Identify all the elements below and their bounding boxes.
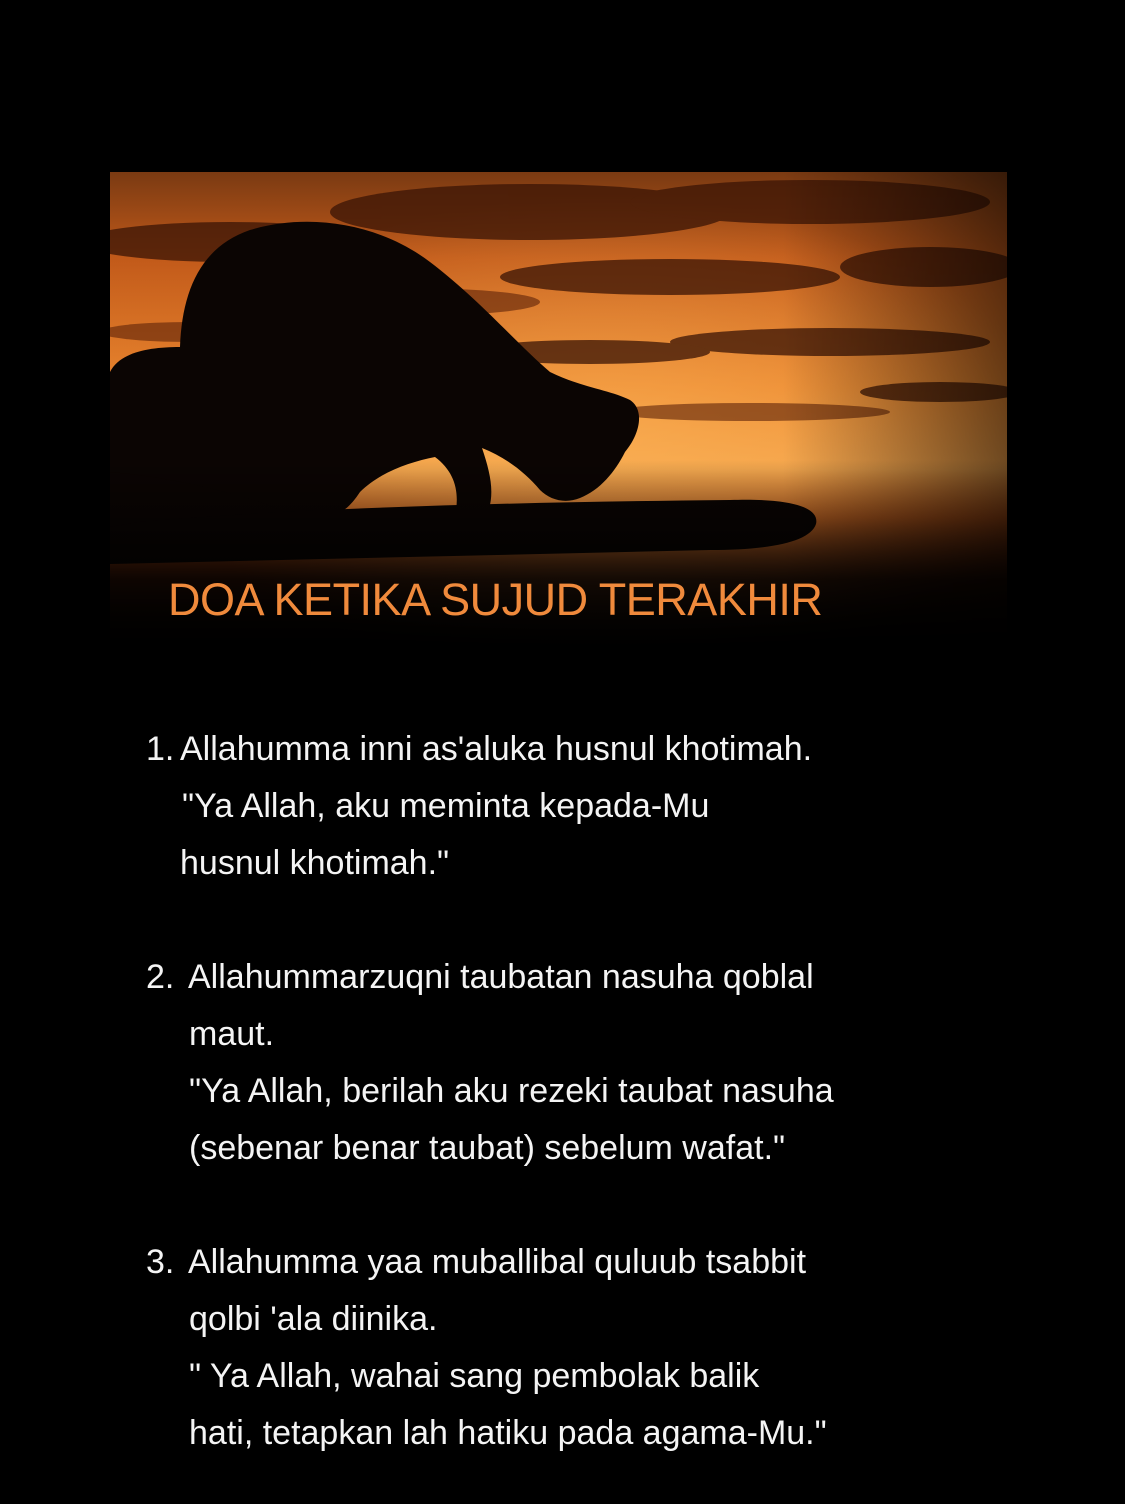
prayer-translation-line: "Ya Allah, aku meminta kepada-Mu — [182, 787, 710, 825]
prayer-translation-line: husnul khotimah." — [180, 844, 450, 882]
prayer-translation-line: (sebenar benar taubat) sebelum wafat." — [189, 1129, 786, 1167]
prayer-arabic-line: maut. — [189, 1015, 275, 1053]
prayer-number: 1. — [146, 730, 175, 768]
prayer-translation-line: "Ya Allah, berilah aku rezeki taubat nasuha — [189, 1072, 834, 1110]
prayer-number: 3. — [146, 1243, 175, 1281]
prayer-arabic-line: Allahumma inni as'aluka husnul khotimah. — [180, 730, 813, 768]
prayer-arabic-line: Allahummarzuqni taubatan nasuha qoblal — [188, 958, 814, 996]
page-title: DOA KETIKA SUJUD TERAKHIR — [168, 574, 823, 625]
prayer-translation-line: " Ya Allah, wahai sang pembolak balik — [189, 1357, 760, 1395]
prayer-translation-line: hati, tetapkan lah hatiku pada agama-Mu." — [189, 1414, 827, 1452]
prayer-arabic-line: Allahumma yaa muballibal quluub tsabbit — [188, 1243, 807, 1281]
prayer-arabic-line: qolbi 'ala diinika. — [189, 1300, 438, 1338]
prayer-number: 2. — [146, 958, 175, 996]
